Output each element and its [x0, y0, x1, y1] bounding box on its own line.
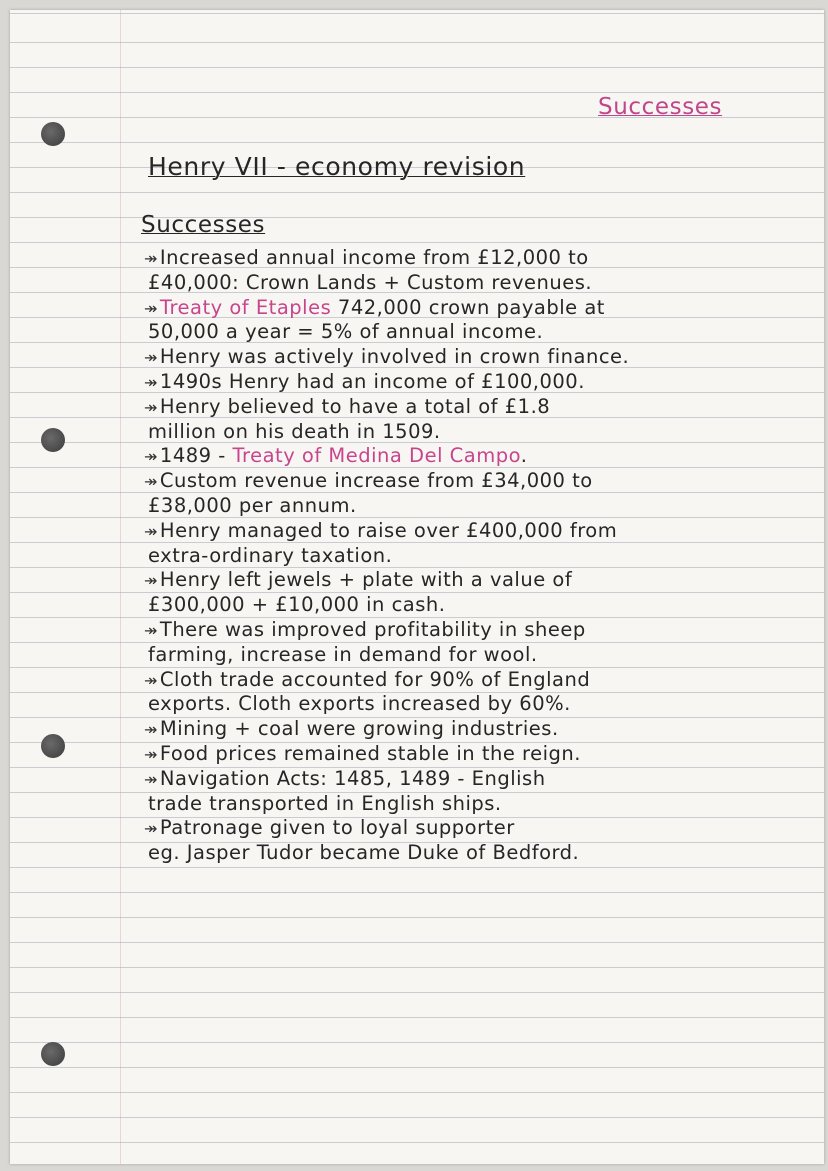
note-line — [144, 246, 824, 271]
note-line — [144, 767, 824, 792]
page-title: Henry VII - economy revision — [148, 152, 526, 181]
note-text: Mining + coal were growing industries. — [159, 717, 559, 741]
note-line — [144, 544, 824, 569]
note-line — [144, 370, 824, 395]
arrow-icon: ↠ — [144, 720, 158, 740]
note-line — [144, 494, 824, 519]
note-text: eg. Jasper Tudor became Duke of Bedford. — [148, 841, 580, 865]
note-line — [144, 717, 824, 742]
note-text: Henry believed to have a total of £1.8 — [159, 394, 551, 418]
arrow-icon: ↠ — [144, 744, 158, 764]
note-text: 1489 - — [159, 444, 233, 468]
note-text: Navigation Acts: 1485, 1489 - English — [159, 766, 546, 790]
note-line — [144, 296, 824, 321]
note-line — [144, 668, 824, 693]
note-line — [144, 320, 824, 345]
note-line — [144, 271, 824, 296]
arrow-icon: ↠ — [144, 447, 158, 467]
note-line — [144, 792, 824, 817]
note-line — [144, 816, 824, 841]
punch-hole — [41, 734, 65, 758]
arrow-icon: ↠ — [144, 620, 158, 640]
note-text: Henry was actively involved in crown finance. — [159, 345, 630, 369]
arrow-icon: ↠ — [144, 298, 158, 318]
arrow-icon: ↠ — [144, 670, 158, 690]
punch-hole — [41, 428, 65, 452]
arrow-icon: ↠ — [144, 397, 158, 417]
top-label: Successes — [598, 94, 723, 120]
arrow-icon: ↠ — [144, 472, 158, 492]
note-text: £300,000 + £10,000 in cash. — [148, 593, 446, 617]
punch-hole — [41, 1042, 65, 1066]
note-text: There was improved profitability in sheep — [159, 617, 586, 641]
note-line — [144, 395, 824, 420]
note-text: extra-ordinary taxation. — [148, 543, 393, 567]
note-text: exports. Cloth exports increased by 60%. — [148, 692, 571, 716]
note-line — [144, 692, 824, 717]
note-line — [144, 618, 824, 643]
note-text: Cloth trade accounted for 90% of England — [159, 667, 591, 691]
note-text: million on his death in 1509. — [148, 419, 441, 443]
arrow-icon: ↠ — [144, 249, 158, 268]
arrow-icon: ↠ — [144, 819, 158, 839]
note-text: 50,000 a year = 5% of annual income. — [148, 320, 544, 344]
margin-line — [120, 10, 121, 1164]
note-line — [144, 519, 824, 544]
note-line — [144, 420, 824, 445]
arrow-icon: ↠ — [144, 521, 158, 541]
section-heading: Successes — [141, 212, 266, 238]
notes-list — [144, 246, 824, 866]
note-text: trade transported in English ships. — [148, 791, 502, 815]
note-text: . — [520, 444, 528, 468]
note-text: Patronage given to loyal supporter — [159, 816, 515, 840]
note-text: Food prices remained stable in the reign. — [159, 741, 581, 765]
arrow-icon: ↠ — [144, 372, 158, 392]
note-highlight: Treaty of Medina Del Campo — [232, 444, 521, 468]
note-line — [144, 742, 824, 767]
note-line — [144, 444, 824, 469]
note-line — [144, 593, 824, 618]
note-highlight: Treaty of Etaples — [159, 295, 332, 319]
punch-hole — [41, 122, 65, 146]
note-text: 1490s Henry had an income of £100,000. — [159, 369, 585, 393]
note-text: £38,000 per annum. — [148, 493, 357, 517]
note-text: Increased annual income from £12,000 to — [159, 246, 589, 269]
note-text: Custom revenue increase from £34,000 to — [159, 469, 593, 493]
note-line — [144, 568, 824, 593]
arrow-icon: ↠ — [144, 769, 158, 789]
note-line — [144, 469, 824, 494]
note-text: Henry left jewels + plate with a value of — [159, 568, 573, 592]
arrow-icon: ↠ — [144, 348, 158, 368]
note-text: farming, increase in demand for wool. — [148, 642, 538, 666]
note-text: Henry managed to raise over £400,000 from — [159, 518, 618, 542]
notebook-page — [10, 10, 824, 1164]
note-line — [144, 643, 824, 668]
arrow-icon: ↠ — [144, 571, 158, 591]
note-line — [144, 841, 824, 866]
note-text: £40,000: Crown Lands + Custom revenues. — [148, 270, 593, 294]
note-text: 742,000 crown payable at — [331, 295, 605, 319]
note-line — [144, 345, 824, 370]
